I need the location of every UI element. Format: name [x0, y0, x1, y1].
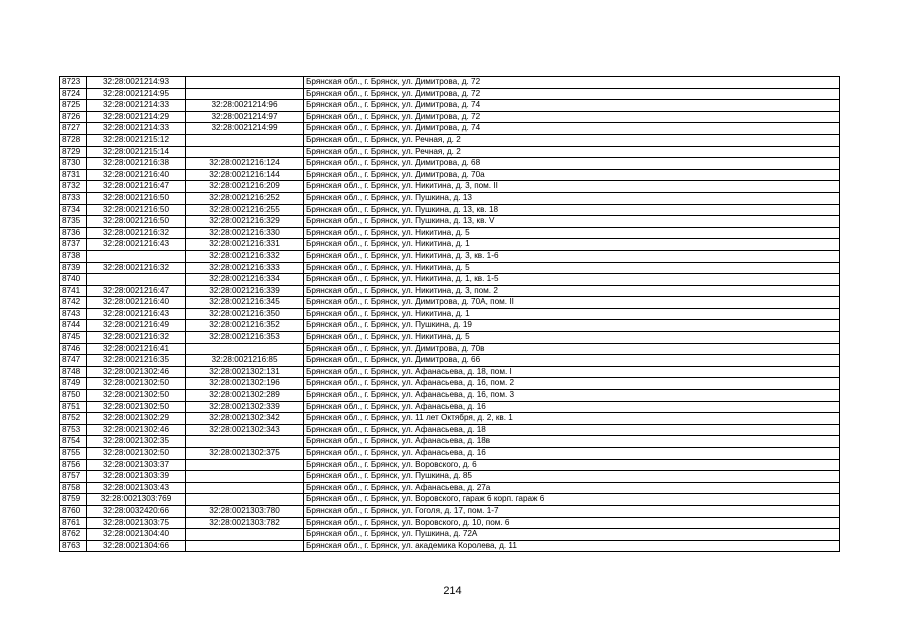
address-cell: Брянская обл., г. Брянск, ул. Гоголя, д. 17, пом. 1-7 [304, 505, 840, 517]
land-cadastral-number-cell: 32:28:0021302:50 [87, 378, 186, 390]
property-register-table [59, 76, 840, 552]
address-cell: Брянская обл., г. Брянск, ул. Никитина, д. 5 [304, 262, 840, 274]
table-row [60, 204, 840, 216]
address-cell: Брянская обл., г. Брянск, ул. Димитрова, д. 66 [304, 355, 840, 367]
address-cell: Брянская обл., г. Брянск, ул. Димитрова, д. 72 [304, 111, 840, 123]
row-number-cell: 8755 [60, 448, 87, 460]
address-cell: Брянская обл., г. Брянск, ул. 11 лет Октября, д. 2, кв. 1 [304, 413, 840, 425]
object-cadastral-number-cell [186, 134, 304, 146]
land-cadastral-number-cell: 32:28:0021214:29 [87, 111, 186, 123]
address-cell: Брянская обл., г. Брянск, ул. Воровского, гараж 6 корп. гараж 6 [304, 494, 840, 506]
object-cadastral-number-cell: 32:28:0021302:339 [186, 401, 304, 413]
row-number-cell: 8725 [60, 100, 87, 112]
row-number-cell: 8736 [60, 227, 87, 239]
table-row [60, 529, 840, 541]
object-cadastral-number-cell: 32:28:0021216:330 [186, 227, 304, 239]
row-number-cell: 8734 [60, 204, 87, 216]
object-cadastral-number-cell: 32:28:0021216:85 [186, 355, 304, 367]
object-cadastral-number-cell: 32:28:0021214:99 [186, 123, 304, 135]
table-row [60, 308, 840, 320]
table-row [60, 390, 840, 402]
object-cadastral-number-cell: 32:28:0021214:96 [186, 100, 304, 112]
row-number-cell: 8748 [60, 366, 87, 378]
address-cell: Брянская обл., г. Брянск, ул. Афанасьева, д. 16, пом. 2 [304, 378, 840, 390]
table-row [60, 424, 840, 436]
row-number-cell: 8744 [60, 320, 87, 332]
address-cell: Брянская обл., г. Брянск, ул. Афанасьева, д. 16 [304, 401, 840, 413]
address-cell: Брянская обл., г. Брянск, ул. Речная, д. 2 [304, 134, 840, 146]
land-cadastral-number-cell: 32:28:0021302:50 [87, 401, 186, 413]
object-cadastral-number-cell: 32:28:0021302:131 [186, 366, 304, 378]
object-cadastral-number-cell [186, 540, 304, 552]
row-number-cell: 8753 [60, 424, 87, 436]
row-number-cell: 8727 [60, 123, 87, 135]
row-number-cell: 8730 [60, 158, 87, 170]
object-cadastral-number-cell [186, 343, 304, 355]
object-cadastral-number-cell: 32:28:0021302:289 [186, 390, 304, 402]
address-cell: Брянская обл., г. Брянск, ул. Пушкина, д. 19 [304, 320, 840, 332]
row-number-cell: 8751 [60, 401, 87, 413]
row-number-cell: 8738 [60, 250, 87, 262]
address-cell: Брянская обл., г. Брянск, ул. Речная, д. 2 [304, 146, 840, 158]
row-number-cell: 8726 [60, 111, 87, 123]
object-cadastral-number-cell [186, 146, 304, 158]
address-cell: Брянская обл., г. Брянск, ул. Никитина, д. 3, пом. II [304, 181, 840, 193]
land-cadastral-number-cell: 32:28:0021303:43 [87, 482, 186, 494]
table-row [60, 239, 840, 251]
row-number-cell: 8761 [60, 517, 87, 529]
table-row [60, 88, 840, 100]
row-number-cell: 8724 [60, 88, 87, 100]
address-cell: Брянская обл., г. Брянск, ул. Афанасьева, д. 16 [304, 448, 840, 460]
object-cadastral-number-cell: 32:28:0021303:780 [186, 505, 304, 517]
object-cadastral-number-cell: 32:28:0021216:332 [186, 250, 304, 262]
address-cell: Брянская обл., г. Брянск, ул. Афанасьева, д. 18 [304, 424, 840, 436]
land-cadastral-number-cell: 32:28:0021215:12 [87, 134, 186, 146]
object-cadastral-number-cell: 32:28:0021216:339 [186, 285, 304, 297]
land-cadastral-number-cell: 32:28:0021216:50 [87, 192, 186, 204]
address-cell: Брянская обл., г. Брянск, ул. Афанасьева, д. 18, пом. I [304, 366, 840, 378]
object-cadastral-number-cell [186, 529, 304, 541]
address-cell: Брянская обл., г. Брянск, ул. Димитрова, д. 70а [304, 169, 840, 181]
table-row [60, 227, 840, 239]
table-row [60, 134, 840, 146]
table-row [60, 77, 840, 89]
table-row [60, 355, 840, 367]
table-row [60, 123, 840, 135]
land-cadastral-number-cell: 32:28:0021216:32 [87, 227, 186, 239]
row-number-cell: 8750 [60, 390, 87, 402]
object-cadastral-number-cell: 32:28:0021216:333 [186, 262, 304, 274]
address-cell: Брянская обл., г. Брянск, ул. Воровского, д. 10, пом. 6 [304, 517, 840, 529]
object-cadastral-number-cell [186, 459, 304, 471]
row-number-cell: 8754 [60, 436, 87, 448]
register-sheet [59, 76, 840, 552]
land-cadastral-number-cell: 32:28:0021216:50 [87, 204, 186, 216]
table-row [60, 274, 840, 286]
row-number-cell: 8732 [60, 181, 87, 193]
row-number-cell: 8723 [60, 77, 87, 89]
address-cell: Брянская обл., г. Брянск, ул. Афанасьева, д. 18в [304, 436, 840, 448]
address-cell: Брянская обл., г. Брянск, ул. Димитрова, д. 72 [304, 88, 840, 100]
address-cell: Брянская обл., г. Брянск, ул. Димитрова, д. 74 [304, 100, 840, 112]
page-number: 214 [443, 585, 462, 597]
row-number-cell: 8743 [60, 308, 87, 320]
row-number-cell: 8737 [60, 239, 87, 251]
land-cadastral-number-cell: 32:28:0021214:33 [87, 123, 186, 135]
land-cadastral-number-cell: 32:28:0021304:66 [87, 540, 186, 552]
object-cadastral-number-cell [186, 77, 304, 89]
address-cell: Брянская обл., г. Брянск, ул. Пушкина, д. 85 [304, 471, 840, 483]
object-cadastral-number-cell: 32:28:0021216:252 [186, 192, 304, 204]
address-cell: Брянская обл., г. Брянск, ул. Пушкина, д. 13 [304, 192, 840, 204]
table-row [60, 332, 840, 344]
land-cadastral-number-cell: 32:28:0021302:46 [87, 366, 186, 378]
table-row [60, 285, 840, 297]
land-cadastral-number-cell: 32:28:0021216:40 [87, 297, 186, 309]
table-row [60, 158, 840, 170]
object-cadastral-number-cell: 32:28:0021216:353 [186, 332, 304, 344]
row-number-cell: 8740 [60, 274, 87, 286]
address-cell: Брянская обл., г. Брянск, ул. Никитина, д. 1 [304, 239, 840, 251]
address-cell: Брянская обл., г. Брянск, ул. Афанасьева, д. 27а [304, 482, 840, 494]
table-row [60, 482, 840, 494]
object-cadastral-number-cell: 32:28:0021302:196 [186, 378, 304, 390]
land-cadastral-number-cell: 32:28:0021216:38 [87, 158, 186, 170]
address-cell: Брянская обл., г. Брянск, ул. академика Королева, д. 11 [304, 540, 840, 552]
address-cell: Брянская обл., г. Брянск, ул. Никитина, д. 3, пом. 2 [304, 285, 840, 297]
address-cell: Брянская обл., г. Брянск, ул. Димитрова, д. 68 [304, 158, 840, 170]
table-row [60, 378, 840, 390]
land-cadastral-number-cell: 32:28:0021216:40 [87, 169, 186, 181]
row-number-cell: 8741 [60, 285, 87, 297]
table-row [60, 111, 840, 123]
row-number-cell: 8763 [60, 540, 87, 552]
object-cadastral-number-cell [186, 436, 304, 448]
row-number-cell: 8759 [60, 494, 87, 506]
row-number-cell: 8752 [60, 413, 87, 425]
row-number-cell: 8733 [60, 192, 87, 204]
land-cadastral-number-cell: 32:28:0021216:32 [87, 332, 186, 344]
land-cadastral-number-cell: 32:28:0021303:75 [87, 517, 186, 529]
table-row [60, 401, 840, 413]
address-cell: Брянская обл., г. Брянск, ул. Пушкина, д. 13, кв. 18 [304, 204, 840, 216]
land-cadastral-number-cell: 32:28:0021216:50 [87, 216, 186, 228]
land-cadastral-number-cell [87, 274, 186, 286]
table-row [60, 181, 840, 193]
address-cell: Брянская обл., г. Брянск, ул. Никитина, д. 3, кв. 1-6 [304, 250, 840, 262]
table-row [60, 436, 840, 448]
land-cadastral-number-cell: 32:28:0021302:50 [87, 448, 186, 460]
row-number-cell: 8749 [60, 378, 87, 390]
object-cadastral-number-cell [186, 482, 304, 494]
row-number-cell: 8742 [60, 297, 87, 309]
land-cadastral-number-cell: 32:28:0021215:14 [87, 146, 186, 158]
land-cadastral-number-cell: 32:28:0021302:46 [87, 424, 186, 436]
table-row [60, 517, 840, 529]
object-cadastral-number-cell: 32:28:0021214:97 [186, 111, 304, 123]
table-row [60, 100, 840, 112]
land-cadastral-number-cell: 32:28:0021214:93 [87, 77, 186, 89]
object-cadastral-number-cell [186, 494, 304, 506]
address-cell: Брянская обл., г. Брянск, ул. Димитрова, д. 70в [304, 343, 840, 355]
row-number-cell: 8756 [60, 459, 87, 471]
object-cadastral-number-cell: 32:28:0021303:782 [186, 517, 304, 529]
land-cadastral-number-cell: 32:28:0021214:95 [87, 88, 186, 100]
land-cadastral-number-cell: 32:28:0021303:37 [87, 459, 186, 471]
address-cell: Брянская обл., г. Брянск, ул. Никитина, д. 1 [304, 308, 840, 320]
object-cadastral-number-cell: 32:28:0021216:329 [186, 216, 304, 228]
table-row [60, 343, 840, 355]
address-cell: Брянская обл., г. Брянск, ул. Димитрова, д. 72 [304, 77, 840, 89]
object-cadastral-number-cell: 32:28:0021216:124 [186, 158, 304, 170]
table-row [60, 540, 840, 552]
land-cadastral-number-cell: 32:28:0021302:29 [87, 413, 186, 425]
row-number-cell: 8760 [60, 505, 87, 517]
land-cadastral-number-cell: 32:28:0021216:49 [87, 320, 186, 332]
table-row [60, 366, 840, 378]
address-cell: Брянская обл., г. Брянск, ул. Димитрова, д. 70А, пом. II [304, 297, 840, 309]
object-cadastral-number-cell [186, 471, 304, 483]
table-row [60, 169, 840, 181]
land-cadastral-number-cell [87, 250, 186, 262]
land-cadastral-number-cell: 32:28:0032420:66 [87, 505, 186, 517]
table-row [60, 471, 840, 483]
address-cell: Брянская обл., г. Брянск, ул. Никитина, д. 5 [304, 227, 840, 239]
land-cadastral-number-cell: 32:28:0021302:50 [87, 390, 186, 402]
table-row [60, 459, 840, 471]
address-cell: Брянская обл., г. Брянск, ул. Никитина, д. 1, кв. 1-5 [304, 274, 840, 286]
row-number-cell: 8747 [60, 355, 87, 367]
land-cadastral-number-cell: 32:28:0021303:39 [87, 471, 186, 483]
table-row [60, 413, 840, 425]
table-row [60, 448, 840, 460]
row-number-cell: 8729 [60, 146, 87, 158]
land-cadastral-number-cell: 32:28:0021216:43 [87, 239, 186, 251]
object-cadastral-number-cell: 32:28:0021216:352 [186, 320, 304, 332]
row-number-cell: 8731 [60, 169, 87, 181]
table-row [60, 297, 840, 309]
table-row [60, 320, 840, 332]
land-cadastral-number-cell: 32:28:0021216:47 [87, 181, 186, 193]
table-row [60, 505, 840, 517]
address-cell: Брянская обл., г. Брянск, ул. Пушкина, д. 13, кв. V [304, 216, 840, 228]
address-cell: Брянская обл., г. Брянск, ул. Афанасьева, д. 16, пом. 3 [304, 390, 840, 402]
object-cadastral-number-cell: 32:28:0021216:144 [186, 169, 304, 181]
row-number-cell: 8758 [60, 482, 87, 494]
land-cadastral-number-cell: 32:28:0021216:32 [87, 262, 186, 274]
address-cell: Брянская обл., г. Брянск, ул. Никитина, д. 5 [304, 332, 840, 344]
row-number-cell: 8746 [60, 343, 87, 355]
row-number-cell: 8757 [60, 471, 87, 483]
table-row [60, 146, 840, 158]
table-row [60, 216, 840, 228]
row-number-cell: 8762 [60, 529, 87, 541]
object-cadastral-number-cell: 32:28:0021302:375 [186, 448, 304, 460]
address-cell: Брянская обл., г. Брянск, ул. Пушкина, д. 72А [304, 529, 840, 541]
object-cadastral-number-cell: 32:28:0021302:343 [186, 424, 304, 436]
object-cadastral-number-cell: 32:28:0021216:350 [186, 308, 304, 320]
row-number-cell: 8745 [60, 332, 87, 344]
row-number-cell: 8728 [60, 134, 87, 146]
land-cadastral-number-cell: 32:28:0021304:40 [87, 529, 186, 541]
object-cadastral-number-cell [186, 88, 304, 100]
land-cadastral-number-cell: 32:28:0021216:47 [87, 285, 186, 297]
table-row [60, 192, 840, 204]
land-cadastral-number-cell: 32:28:0021216:35 [87, 355, 186, 367]
land-cadastral-number-cell: 32:28:0021303:769 [87, 494, 186, 506]
table-row [60, 494, 840, 506]
land-cadastral-number-cell: 32:28:0021216:41 [87, 343, 186, 355]
object-cadastral-number-cell: 32:28:0021216:345 [186, 297, 304, 309]
object-cadastral-number-cell: 32:28:0021216:334 [186, 274, 304, 286]
land-cadastral-number-cell: 32:28:0021216:43 [87, 308, 186, 320]
table-row [60, 250, 840, 262]
object-cadastral-number-cell: 32:28:0021216:209 [186, 181, 304, 193]
land-cadastral-number-cell: 32:28:0021302:35 [87, 436, 186, 448]
land-cadastral-number-cell: 32:28:0021214:33 [87, 100, 186, 112]
object-cadastral-number-cell: 32:28:0021216:255 [186, 204, 304, 216]
row-number-cell: 8739 [60, 262, 87, 274]
address-cell: Брянская обл., г. Брянск, ул. Воровского, д. 6 [304, 459, 840, 471]
address-cell: Брянская обл., г. Брянск, ул. Димитрова, д. 74 [304, 123, 840, 135]
row-number-cell: 8735 [60, 216, 87, 228]
object-cadastral-number-cell: 32:28:0021216:331 [186, 239, 304, 251]
table-row [60, 262, 840, 274]
register-table-body [60, 77, 840, 552]
object-cadastral-number-cell: 32:28:0021302:342 [186, 413, 304, 425]
